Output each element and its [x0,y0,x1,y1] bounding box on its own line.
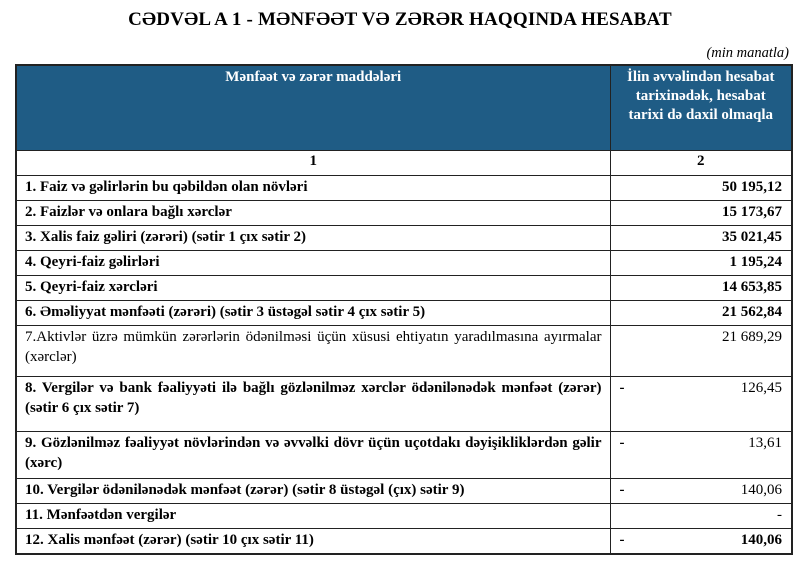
row-value-cell [610,326,792,377]
row-value: 1 195,24 [729,254,782,270]
row-value-cell [610,479,792,504]
row-value: 140,06 [740,482,782,498]
table-row [16,301,792,326]
row-label: 2. Faizlər və onlara bağlı xərclər [16,201,610,226]
column-number-1: 1 [16,151,610,176]
row-value-cell [610,276,792,301]
row-value-cell [610,301,792,326]
row-value-cell [610,226,792,251]
table-row [16,529,792,555]
row-value-cell [610,377,792,432]
column-header-items: Mənfəət və zərər maddələri [16,65,610,151]
table-header-row [16,65,792,151]
row-label: 5. Qeyri-faiz xərcləri [16,276,610,301]
row-value: 21 562,84 [722,304,782,320]
profit-loss-table [15,64,793,555]
row-label: 6. Əməliyyat mənfəəti (zərəri) (sətir 3 üstəgəl sətir 4 çıx sətir 5) [16,301,610,326]
column-number-2: 2 [610,151,792,176]
table-row [16,432,792,479]
row-value: 140,06 [740,532,782,548]
row-value-cell [610,201,792,226]
row-label: 12. Xalis mənfəət (zərər) (sətir 10 çıx sətir 11) [16,529,610,555]
row-value: 126,45 [740,380,782,396]
row-label: 7.Aktivlər üzrə mümkün zərərlərin ödənilməsi üçün xüsusi ehtiyatın yaradılmasına ayırmalar (xərclər) [16,326,610,377]
row-value: 13,61 [748,435,782,451]
unit-note: (min manatla) [706,45,789,61]
row-value: 35 021,45 [722,229,782,245]
table-row [16,377,792,432]
row-label: 1. Faiz və gəlirlərin bu qəbildən olan növləri [16,176,610,201]
table-row [16,226,792,251]
row-dash: - [619,380,625,396]
row-value-cell [610,529,792,555]
table-row [16,201,792,226]
row-label: 11. Mənfəətdən vergilər [16,504,610,529]
table-row [16,176,792,201]
table-row [16,504,792,529]
row-value-cell [610,251,792,276]
table-row [16,326,792,377]
row-value: 15 173,67 [722,204,782,220]
row-value-cell [610,176,792,201]
column-number-row [16,151,792,176]
row-value: - [777,507,782,523]
row-label: 3. Xalis faiz gəliri (zərəri) (sətir 1 çıx sətir 2) [16,226,610,251]
row-label: 4. Qeyri-faiz gəlirləri [16,251,610,276]
row-label: 8. Vergilər və bank fəaliyyəti ilə bağlı gözlənilməz xərclər ödənilənədək mənfəət (zərər) (sətir 6 çıx sətir 7) [16,377,610,432]
table-row [16,276,792,301]
row-dash: - [619,532,625,548]
column-header-value: İlin əvvəlindən hesabat tarixinədək, hesabat tarixi də daxil olmaqla [610,65,792,151]
table-row [16,251,792,276]
row-value: 21 689,29 [722,329,782,345]
row-value-cell [610,432,792,479]
row-label: 10. Vergilər ödənilənədək mənfəət (zərər) (sətir 8 üstəgəl (çıx) sətir 9) [16,479,610,504]
row-value-cell [610,504,792,529]
row-label: 9. Gözlənilməz fəaliyyət növlərindən və əvvəlki dövr üçün uçotdakı dəyişikliklərdən gəlir (xərc) [16,432,610,479]
table-row [16,479,792,504]
row-value: 50 195,12 [722,179,782,195]
page-title: CƏDVƏL A 1 - MƏNFƏƏT VƏ ZƏRƏR HAQQINDA HESABAT [128,9,672,30]
row-value: 14 653,85 [722,279,782,295]
row-dash: - [619,435,625,451]
row-dash: - [619,482,625,498]
